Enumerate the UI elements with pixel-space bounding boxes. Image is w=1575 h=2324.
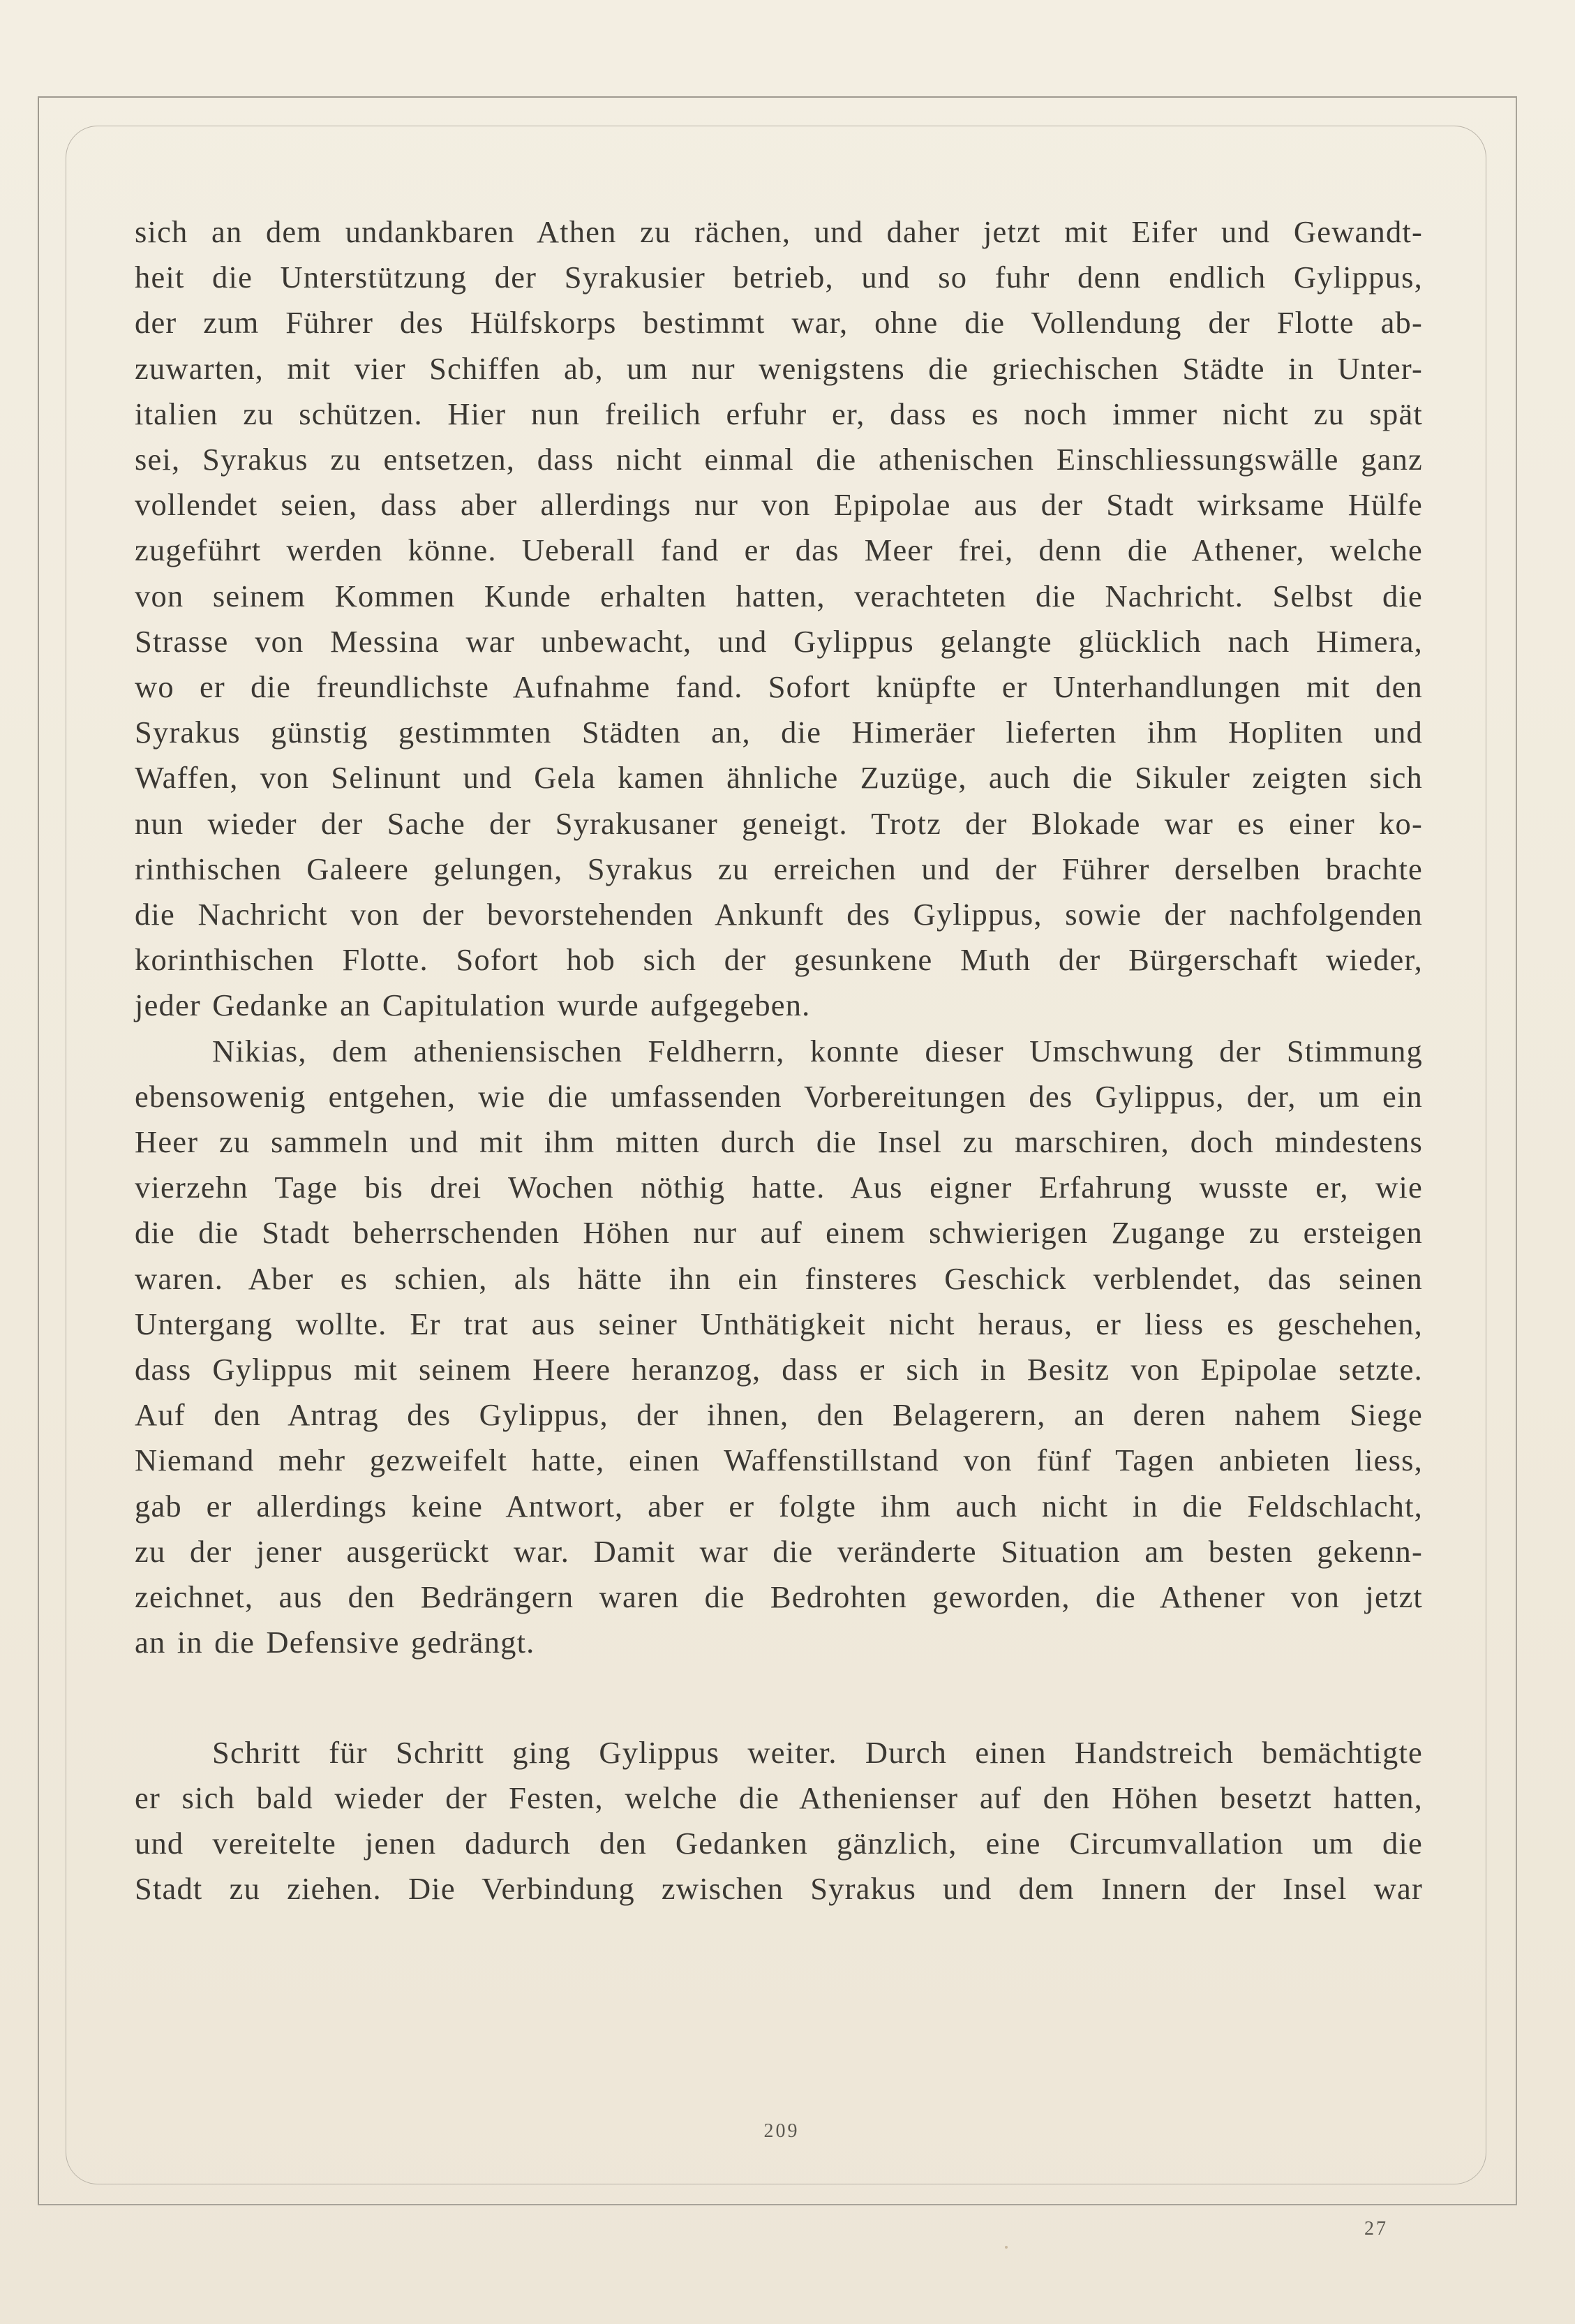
text-line: sei, Syrakus zu entsetzen, dass nicht einmal die athenischen Einschliessungswälle ganz — [135, 442, 1423, 477]
text-line: und vereitelte jenen dadurch den Gedanken gänzlich, eine Circumvallation um die — [135, 1825, 1423, 1861]
text-line: korinthischen Flotte. Sofort hob sich der gesunkene Muth der Bürgerschaft wieder, — [135, 942, 1423, 978]
page-number: 209 — [763, 2120, 800, 2142]
text-line: Nikias, dem atheniensischen Feldherrn, konnte dieser Umschwung der Stimmung — [212, 1033, 1423, 1068]
text-line: wo er die freundlichste Aufnahme fand. Sofort knüpfte er Unterhandlungen mit den — [135, 669, 1423, 705]
text-line: dass Gylippus mit seinem Heere heranzog, dass er sich in Besitz von Epipolae setzte. — [135, 1352, 1423, 1387]
text-line: Auf den Antrag des Gylippus, der ihnen, den Belagerern, an deren nahem Siege — [135, 1397, 1423, 1433]
text-line: Syrakus günstig gestimmten Städten an, die Himeräer lieferten ihm Hopliten und — [135, 715, 1423, 750]
text-line: vollendet seien, dass aber allerdings nur von Epipolae aus der Stadt wirksame Hülfe — [135, 487, 1423, 523]
text-line: nun wieder der Sache der Syrakusaner geneigt. Trotz der Blokade war es einer ko- — [135, 805, 1423, 841]
text-line: Heer zu sammeln und mit ihm mitten durch die Insel zu marschiren, doch mindestens — [135, 1124, 1423, 1160]
text-line: an in die Defensive gedrängt. — [135, 1625, 535, 1660]
text-line: von seinem Kommen Kunde erhalten hatten, verachteten die Nachricht. Selbst die — [135, 578, 1423, 613]
paragraph-2 — [135, 1029, 1423, 1666]
text-line: rinthischen Galeere gelungen, Syrakus zu erreichen und der Führer derselben brachte — [135, 851, 1423, 886]
text-line: heit die Unterstützung der Syrakusier betrieb, und so fuhr denn endlich Gylippus, — [135, 260, 1423, 295]
text-line: der zum Führer des Hülfskorps bestimmt war, ohne die Vollendung der Flotte ab- — [135, 305, 1423, 341]
text-line: vierzehn Tage bis drei Wochen nöthig hatte. Aus eigner Erfahrung wusste er, wie — [135, 1170, 1423, 1205]
text-line: Strasse von Messina war unbewacht, und Gylippus gelangte glücklich nach Himera, — [135, 623, 1423, 659]
text-line: die die Stadt beherrschenden Höhen nur auf einem schwierigen Zugange zu ersteigen — [135, 1215, 1423, 1251]
text-line: sich an dem undankbaren Athen zu rächen, und daher jetzt mit Eifer und Gewandt- — [135, 214, 1423, 249]
plate-number: 27 — [1364, 2218, 1388, 2240]
text-line: Schritt für Schritt ging Gylippus weiter. Durch einen Handstreich bemächtigte — [212, 1734, 1423, 1770]
text-line: Untergang wollte. Er trat aus seiner Unthätigkeit nicht heraus, er liess es geschehen, — [135, 1306, 1423, 1341]
text-line: zu der jener ausgerückt war. Damit war die veränderte Situation am besten gekenn- — [135, 1533, 1423, 1569]
paragraph-1 — [135, 209, 1423, 1029]
body-text — [135, 209, 1423, 1912]
text-line: Stadt zu ziehen. Die Verbindung zwischen Syrakus und dem Innern der Insel war — [135, 1870, 1423, 1906]
text-line: ebensowenig entgehen, wie die umfassenden Vorbereitungen des Gylippus, der, um ein — [135, 1078, 1423, 1114]
text-line: die Nachricht von der bevorstehenden Ankunft des Gylippus, sowie der nachfolgenden — [135, 897, 1423, 932]
paper-speck — [1005, 2246, 1008, 2249]
text-line: Waffen, von Selinunt und Gela kamen ähnliche Zuzüge, auch die Sikuler zeigten sich — [135, 760, 1423, 796]
paragraph-3 — [135, 1730, 1423, 1912]
text-line: Niemand mehr gezweifelt hatte, einen Waffenstillstand von fünf Tagen anbieten liess, — [135, 1443, 1423, 1478]
text-line: waren. Aber es schien, als hätte ihn ein finsteres Geschick verblendet, das seinen — [135, 1260, 1423, 1296]
text-line: italien zu schützen. Hier nun freilich erfuhr er, dass es noch immer nicht zu spät — [135, 396, 1423, 431]
text-line: zugeführt werden könne. Ueberall fand er das Meer frei, denn die Athener, welche — [135, 532, 1423, 568]
text-line: jeder Gedanke an Capitulation wurde aufgegeben. — [135, 988, 811, 1023]
text-line: gab er allerdings keine Antwort, aber er folgte ihm auch nicht in die Feldschlacht, — [135, 1488, 1423, 1524]
text-line: zeichnet, aus den Bedrängern waren die Bedrohten geworden, die Athener von jetzt — [135, 1579, 1423, 1615]
text-line: zuwarten, mit vier Schiffen ab, um nur wenigstens die griechischen Städte in Unter- — [135, 350, 1423, 386]
text-line: er sich bald wieder der Festen, welche die Athenienser auf den Höhen besetzt hatten, — [135, 1780, 1423, 1815]
